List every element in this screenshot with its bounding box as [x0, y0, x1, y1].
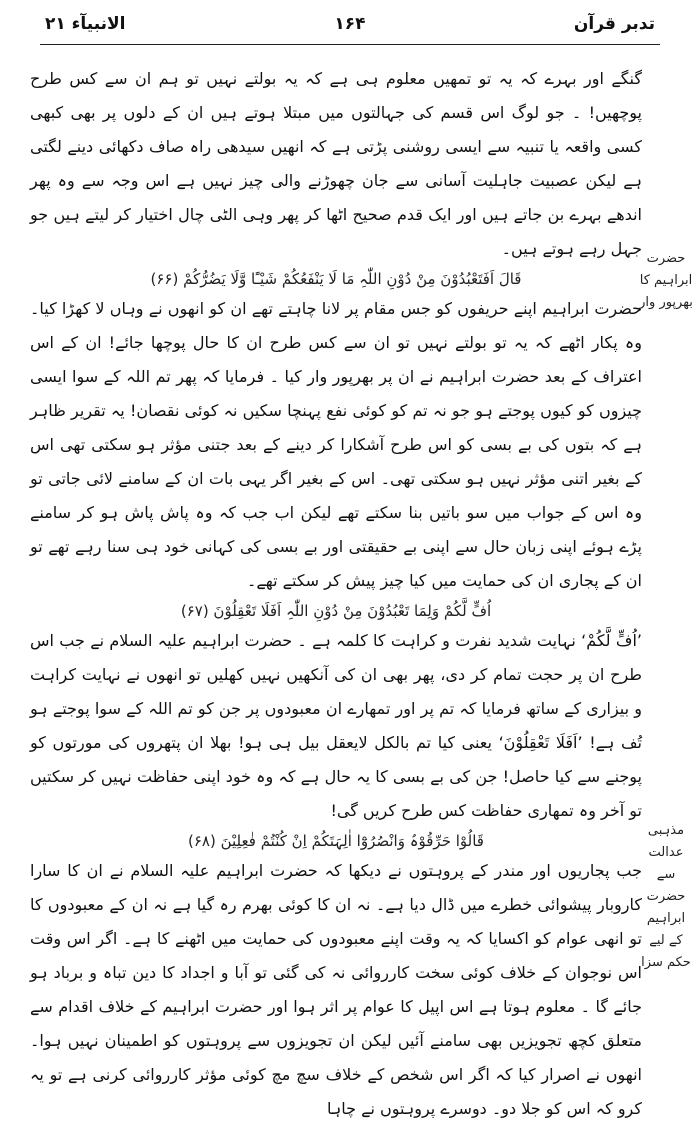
running-head-chapter: الانبیآء ۲۱ [45, 14, 126, 34]
margin-note: حضرت ابراہیم کا بھرپور وار [639, 251, 693, 310]
header-rule [40, 44, 660, 45]
commentary-paragraph: گنگے اور بہرے کہ یہ تو تمھیں معلوم ہی ہے کہ یہ بولتے نہیں تو ہم ان سے کس طرح پوچھیں! ۔ جو لوگ اس قسم کی جہالتوں میں مبتلا ہوتے ہیں ان کے دلوں پر بھی کبھی کسی واقعہ یا تنبیہ سے ایسی روشنی پڑتی ہے کہ انھیں سیدھی راہ صاف دکھائی دینے لگتی ہے لیکن عصبیت جاہلیت آسانی سے جان چھوڑنے والی چیز نہیں ہے اس وجہ سے وہ پھر اندھے بہرے بن جاتے ہیں اور ایک قدم صحیح اٹھا کر پھر وہی الٹی چال اختیار کر لیتے ہیں جو جہل رہے ہوتے ہیں۔ [30, 69, 643, 258]
quran-verse: اُفٍّ لَّکُمْ وَلِمَا تَعْبُدُوْنَ مِنْ دُوْنِ اللّٰہِ اَفَلَا تَعْقِلُوْنَ (۶۷) [180, 602, 492, 620]
commentary-paragraph: ’اُفٍّ لَّکُمْ‘ نہایت شدید نفرت و کراہت کا کلمہ ہے ۔ حضرت ابراہیم علیہ السلام نے جب اس طرح ان پر حجت تمام کر دی، پھر بھی ان کی آنکھیں نہیں کھلیں تو انھوں نے نہایت کراہت و بیزاری کے ساتھ فرمایا کہ تم پر اور تمھارے ان معبودوں پر جن کو تم اللہ کے سوا پوجتے ہو تُف ہے! ’اَفَلَا تَعْقِلُوْنَ‘ یعنی کیا تم بالکل لایعقل بیل ہی ہو! بھلا ان پتھروں کی مورتوں کو پوجنے سے کیا حاصل! جن کی بے بسی کا یہ حال ہے کہ وہ خود اپنی حفاظت نہیں کر سکتیں تو آخر وہ تمھاری حفاظت کس طرح کریں گی! [30, 631, 642, 820]
margin-note: مذہبی عدالت سے حضرت ابراہیم کے لیے حکم سزا [641, 823, 691, 970]
quran-verse: قَالُوْا حَرِّقُوْہُ وَانْصُرُوْٓا اٰلِہَتَکُمْ اِنْ کُنْتُمْ فٰعِلِیْنَ (۶۸) [188, 832, 484, 850]
commentary-paragraph: جب پجاریوں اور مندر کے پروہتوں نے دیکھا کہ حضرت ابراہیم علیہ السلام نے ان کا سارا کاروبار پیشوائی خطرے میں ڈال دیا ہے۔ نہ ان کا کوئی بھرم رہ گیا ہے نہ ان کے معبودوں کا تو انھی عوام کو اکسایا کہ یہ وقت اپنے معبودوں کی حمایت میں اٹھنے کا ہے۔ اگر اس وقت اس نوجوان کے خلاف کوئی سخت کارروائی نہ کی گئی تو آبا و اجداد کا دین تباہ و برباد ہو جائے گا ۔ معلوم ہوتا ہے اس اپیل کا عوام پر اثر ہوا اور حضرت ابراہیم کے خلاف اقدام سے متعلق کچھ تجویزیں بھی سامنے آئیں لیکن ان تجویزوں سے پروہتوں کو اطمینان نہیں ہوا۔ انھوں نے اصرار کیا کہ اگر اس شخص کے خلاف سچ مچ کوئی مؤثر کارروائی کرنی ہے تو یہ کرو کہ اس کو جلا دو۔ دوسرے پروہتوں نے چاہا [30, 861, 642, 1118]
quran-verse: قَالَ اَفَتَعْبُدُوْنَ مِنْ دُوْنِ اللّٰہِ مَا لَا یَنْفَعُکُمْ شَیْـًٔا وَّلَا یَضُرُّکُمْ (۶۶) [150, 270, 522, 288]
running-head-title: تدبر قرآن [573, 14, 655, 34]
page-number: ۱۶۴ [334, 14, 366, 34]
commentary-paragraph: حضرت ابراہیم اپنے حریفوں کو جس مقام پر لانا چاہتے تھے ان کو انھوں نے وہاں لا کھڑا کیا۔ وہ پکار اٹھے کہ یہ تو بولتے نہیں تو ان سے کس طرح ان کا حال پوچھا جائے! ان کے اس اعتراف کے بعد حضرت ابراہیم نے ان پر بھرپور وار کیا ۔ فرمایا کہ پھر تم اللہ کے سوا ایسی چیزوں کو کیوں پوجتے ہو جو نہ تم کو کوئی نفع پہنچا سکیں نہ کوئی نقصان! یہ تقریر ظاہر ہے کہ بتوں کی بے بسی کو اس طرح آشکارا کر دینے کے بعد جتنی مؤثر ہو سکتی تھی اس کے بغیر اتنی مؤثر نہیں ہو سکتی تھی۔ اس کے بغیر اگر یہی بات ان کے سامنے لائی جاتی تو وہ اس کے جواب میں سو باتیں بنا سکتے تھے لیکن اب جب کہ وہ پاش پاش ہو کر سامنے پڑے ہوئے اپنی زبان حال سے اپنی بے حقیقتی اور بے بسی کی کہانی خود ہی سنا رہے تھے تو ان کے پجاری ان کی حمایت میں کیا چیز پیش کر سکتے تھے۔ [30, 299, 642, 590]
main-text [30, 62, 642, 1126]
